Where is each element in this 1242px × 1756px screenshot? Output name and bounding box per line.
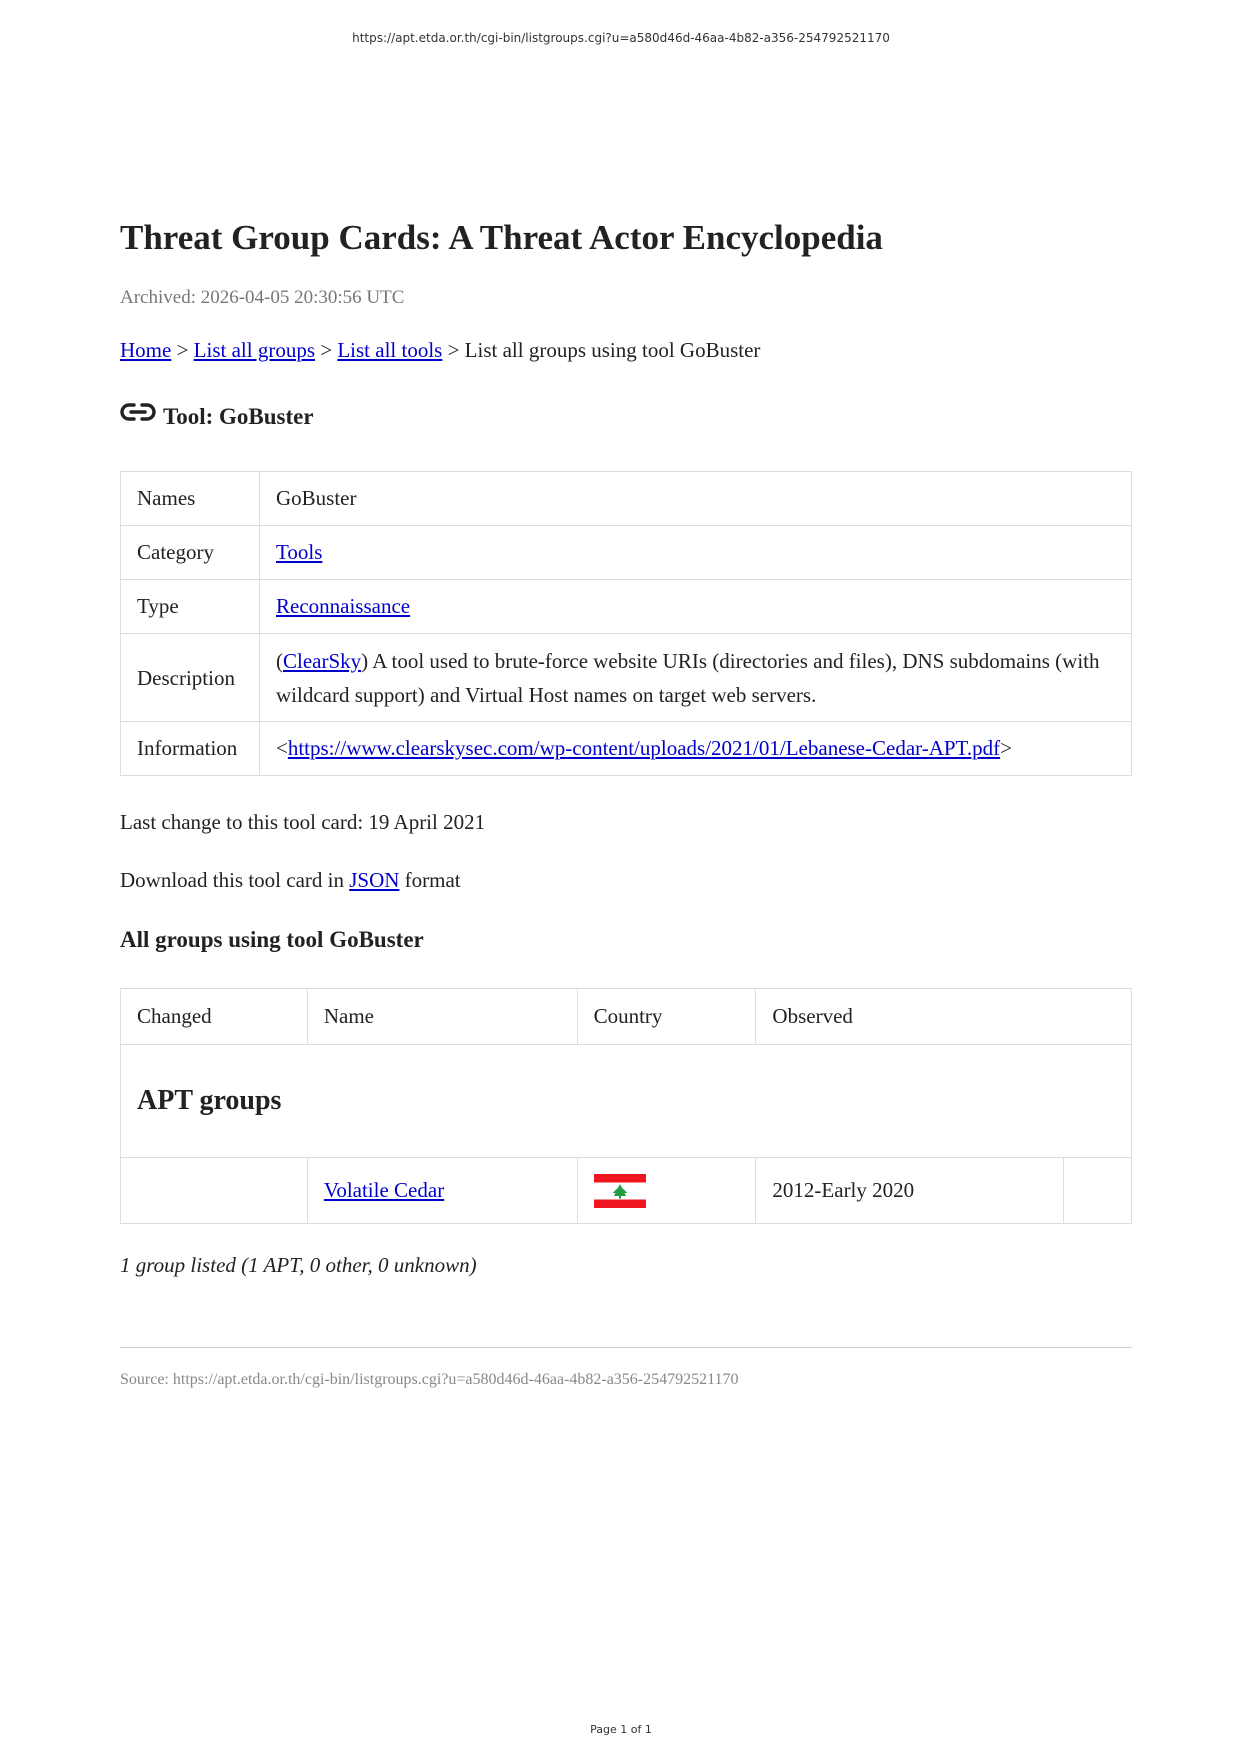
json-download-link[interactable]: JSON (349, 868, 400, 892)
names-value: GoBuster (260, 472, 1132, 526)
footer-divider (120, 1347, 1132, 1348)
information-link[interactable]: https://www.clearskysec.com/wp-content/uploads/2021/01/Lebanese-Cedar-APT.pdf (287, 736, 1001, 760)
groups-summary: 1 group listed (1 APT, 0 other, 0 unknown) (120, 1253, 477, 1277)
breadcrumb-home-link[interactable]: Home (120, 338, 172, 362)
source-url: Source: https://apt.etda.or.th/cgi-bin/listgroups.cgi?u=a580d46d-46aa-4b82-a356-254792521170 (120, 1371, 739, 1388)
group-extra-cell (1064, 1158, 1132, 1224)
tool-row-information (121, 722, 1132, 776)
group-name-cell (307, 1158, 577, 1224)
breadcrumb (120, 338, 760, 363)
description-label: Description (121, 634, 260, 722)
breadcrumb-separator: > (315, 338, 338, 362)
header-changed: Changed (121, 989, 308, 1045)
groups-table (120, 988, 1132, 1224)
information-close: > (1000, 736, 1012, 760)
information-cell (260, 722, 1132, 776)
category-link[interactable]: Tools (276, 540, 323, 564)
description-text: ) A tool used to brute-force website URIs (directories and files), DNS subdomains (with wildcard support) and Virtual Host names on target web servers. (276, 648, 1100, 707)
last-change-text: Last change to this tool card: 19 April 2021 (120, 810, 486, 834)
header-url: https://apt.etda.or.th/cgi-bin/listgroups.cgi?u=a580d46d-46aa-4b82-a356-254792521170 (352, 31, 890, 45)
tool-info-table (120, 471, 1132, 776)
group-changed-cell (121, 1158, 308, 1224)
information-label: Information (121, 722, 260, 776)
apt-section-row (121, 1045, 1132, 1158)
breadcrumb-current: > List all groups using tool GoBuster (442, 338, 761, 362)
tool-heading (120, 402, 314, 432)
breadcrumb-groups-link[interactable]: List all groups (193, 338, 315, 362)
group-observed-cell: 2012-Early 2020 (756, 1158, 1064, 1224)
group-country-cell (577, 1158, 756, 1224)
download-suffix: format (399, 868, 461, 892)
names-label: Names (121, 472, 260, 526)
apt-groups-heading: APT groups (121, 1045, 1132, 1158)
information-open: < (276, 736, 288, 760)
download-prefix: Download this tool card in (120, 868, 350, 892)
groups-section-title: All groups using tool GoBuster (120, 927, 424, 952)
page-title: Threat Group Cards: A Threat Actor Encyclopedia (120, 218, 883, 257)
breadcrumb-tools-link[interactable]: List all tools (337, 338, 443, 362)
download-line (120, 868, 461, 893)
category-cell (260, 526, 1132, 580)
lebanon-flag-icon (594, 1174, 646, 1208)
table-row (121, 1158, 1132, 1224)
type-cell (260, 580, 1132, 634)
archived-timestamp: Archived: 2026-04-05 20:30:56 UTC (120, 287, 405, 308)
group-name-link[interactable]: Volatile Cedar (323, 1178, 445, 1202)
page-number: Page 1 of 1 (590, 1723, 652, 1736)
header-observed: Observed (756, 989, 1132, 1045)
tool-row-type (121, 580, 1132, 634)
description-open: ( (276, 648, 283, 673)
tool-row-category (121, 526, 1132, 580)
breadcrumb-separator: > (171, 338, 194, 362)
tool-row-names (121, 472, 1132, 526)
type-label: Type (121, 580, 260, 634)
type-link[interactable]: Reconnaissance (276, 594, 411, 618)
tool-row-description (121, 634, 1132, 722)
description-source-link[interactable]: ClearSky (283, 648, 362, 673)
header-name: Name (307, 989, 577, 1045)
category-label: Category (121, 526, 260, 580)
link-icon (120, 399, 156, 427)
tool-heading-label: Tool: GoBuster (163, 404, 314, 429)
header-country: Country (577, 989, 756, 1045)
groups-header-row (121, 989, 1132, 1045)
description-cell (260, 634, 1132, 722)
